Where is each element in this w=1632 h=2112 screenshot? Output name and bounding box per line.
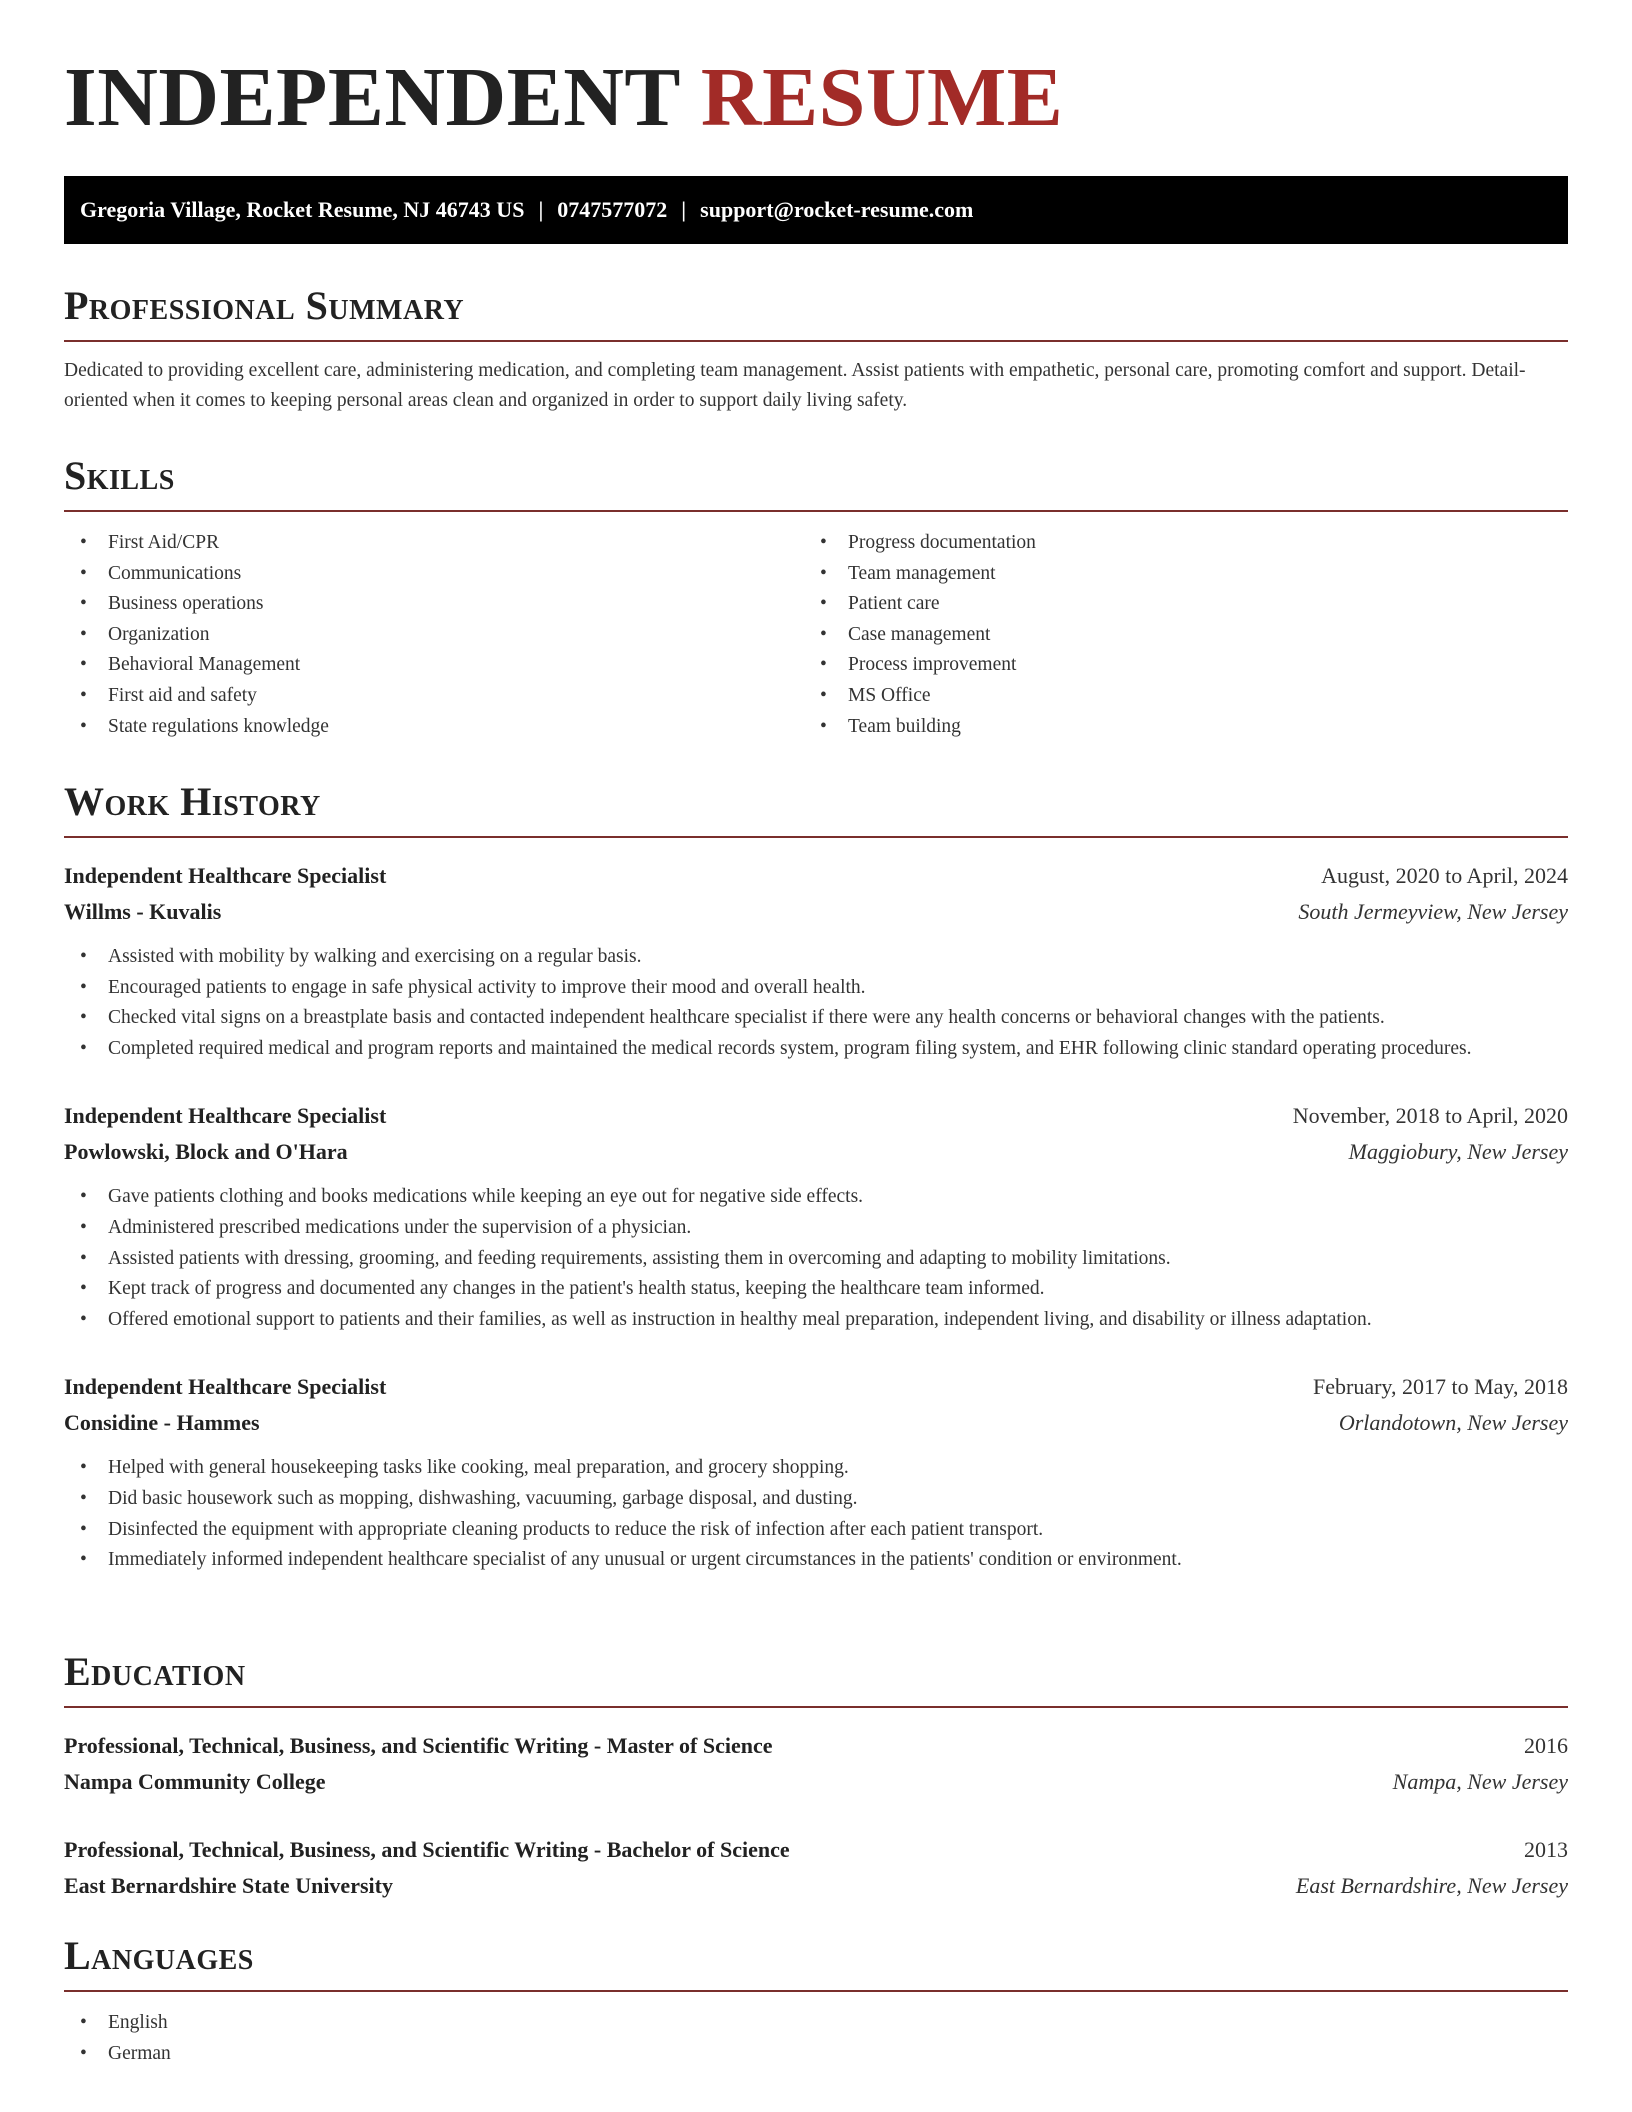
education-section bbox=[64, 1648, 1568, 1904]
job-location: Maggiobury, New Jersey bbox=[1348, 1139, 1568, 1165]
job-bullet: • Administered prescribed medications under the supervision of a physician. bbox=[64, 1213, 1568, 1244]
skills-list-left bbox=[64, 528, 804, 742]
job-bullet: • Encouraged patients to engage in safe physical activity to improve their mood and overall health. bbox=[64, 973, 1568, 1004]
contact-separator: | bbox=[681, 197, 687, 222]
skill-item: • Progress documentation bbox=[804, 528, 1544, 559]
job-dates: February, 2017 to May, 2018 bbox=[1313, 1374, 1568, 1400]
languages-section bbox=[64, 1932, 1568, 2069]
education-degree: Professional, Technical, Business, and Scientific Writing - Bachelor of Science bbox=[64, 1837, 790, 1862]
contact-address: Gregoria Village, Rocket Resume, NJ 46743 US bbox=[80, 197, 525, 222]
education-year: 2016 bbox=[1524, 1733, 1568, 1758]
skill-item: • Team building bbox=[804, 712, 1544, 743]
contact-separator: | bbox=[538, 197, 544, 222]
job-bullet: • Disinfected the equipment with appropriate cleaning products to reduce the risk of infection after each patient transport. bbox=[64, 1515, 1568, 1546]
skills-section bbox=[64, 452, 1568, 742]
languages-list bbox=[64, 2008, 1568, 2069]
job-dates: November, 2018 to April, 2020 bbox=[1292, 1103, 1568, 1129]
work-history-heading: Work History bbox=[64, 778, 1568, 838]
education-school-row bbox=[64, 1764, 1568, 1800]
job-bullets bbox=[64, 1182, 1568, 1335]
job-bullet: • Kept track of progress and documented any changes in the patient's health status, keeping the healthcare team informed. bbox=[64, 1274, 1568, 1305]
title-second-word: RESUME bbox=[700, 51, 1064, 144]
summary-heading: Professional Summary bbox=[64, 282, 1568, 342]
skill-item: • Business operations bbox=[64, 589, 804, 620]
skill-item: • First aid and safety bbox=[64, 681, 804, 712]
contact-phone: 0747577072 bbox=[557, 197, 668, 222]
job-bullet: • Completed required medical and program reports and maintained the medical records system, program filing system, and EHR following clinic standard operating procedures. bbox=[64, 1034, 1568, 1065]
skills-columns bbox=[64, 528, 1568, 742]
education-degree: Professional, Technical, Business, and Scientific Writing - Master of Science bbox=[64, 1733, 773, 1758]
languages-heading: Languages bbox=[64, 1932, 1568, 1992]
skill-item: • Behavioral Management bbox=[64, 650, 804, 681]
job-dates: August, 2020 to April, 2024 bbox=[1321, 863, 1568, 888]
skills-heading: Skills bbox=[64, 452, 1568, 512]
job-company-row bbox=[64, 1405, 1568, 1441]
job-location: Orlandotown, New Jersey bbox=[1338, 1410, 1568, 1436]
title-first-word: INDEPENDENT bbox=[64, 51, 680, 144]
education-location: East Bernardshire, New Jersey bbox=[1295, 1873, 1568, 1898]
language-item: • German bbox=[64, 2039, 1568, 2070]
job-bullet: • Assisted with mobility by walking and exercising on a regular basis. bbox=[64, 942, 1568, 973]
job-location: South Jermeyview, New Jersey bbox=[1298, 899, 1568, 924]
education-school: Nampa Community College bbox=[64, 1769, 326, 1794]
job-bullet: • Helped with general housekeeping tasks like cooking, meal preparation, and grocery shopping. bbox=[64, 1453, 1568, 1484]
skill-item: • Communications bbox=[64, 559, 804, 590]
job-bullet: • Did basic housework such as mopping, dishwashing, vacuuming, garbage disposal, and dusting. bbox=[64, 1484, 1568, 1515]
resume-title bbox=[64, 51, 1064, 144]
job-bullets bbox=[64, 942, 1568, 1064]
job-entry bbox=[64, 1369, 1568, 1575]
job-company: Willms - Kuvalis bbox=[64, 899, 222, 924]
job-bullet: • Offered emotional support to patients and their families, as well as instruction in healthy meal preparation, independent living, and disability or illness adaptation. bbox=[64, 1305, 1568, 1336]
education-entry bbox=[64, 1832, 1568, 1904]
job-bullet: • Assisted patients with dressing, grooming, and feeding requirements, assisting them in overcoming and adapting to mobility limitations. bbox=[64, 1244, 1568, 1275]
job-header-row bbox=[64, 858, 1568, 894]
job-company: Considine - Hammes bbox=[64, 1410, 260, 1436]
job-bullet: • Gave patients clothing and books medications while keeping an eye out for negative side effects. bbox=[64, 1182, 1568, 1213]
skill-item: • State regulations knowledge bbox=[64, 712, 804, 743]
job-title: Independent Healthcare Specialist bbox=[64, 1103, 387, 1129]
job-header-row bbox=[64, 1369, 1568, 1405]
language-item: • English bbox=[64, 2008, 1568, 2039]
skill-item: • MS Office bbox=[804, 681, 1544, 712]
education-degree-row bbox=[64, 1728, 1568, 1764]
job-header-row bbox=[64, 1098, 1568, 1134]
education-heading: Education bbox=[64, 1648, 1568, 1708]
job-bullet: • Immediately informed independent healthcare specialist of any unusual or urgent circumstances in the patients' condition or environment. bbox=[64, 1545, 1568, 1576]
skills-list-right bbox=[804, 528, 1544, 742]
work-history-section bbox=[64, 778, 1568, 1576]
education-school: East Bernardshire State University bbox=[64, 1873, 393, 1898]
skill-item: • Case management bbox=[804, 620, 1544, 651]
job-company: Powlowski, Block and O'Hara bbox=[64, 1139, 348, 1165]
job-title: Independent Healthcare Specialist bbox=[64, 863, 387, 888]
summary-section bbox=[64, 282, 1568, 416]
job-bullets bbox=[64, 1453, 1568, 1575]
education-location: Nampa, New Jersey bbox=[1392, 1769, 1568, 1794]
education-degree-row bbox=[64, 1832, 1568, 1868]
skill-item: • First Aid/CPR bbox=[64, 528, 804, 559]
job-entry bbox=[64, 858, 1568, 1064]
job-entry bbox=[64, 1098, 1568, 1335]
job-company-row bbox=[64, 1134, 1568, 1170]
contact-email: support@rocket-resume.com bbox=[700, 197, 974, 222]
contact-bar bbox=[64, 176, 1568, 244]
education-year: 2013 bbox=[1524, 1837, 1568, 1862]
job-company-row bbox=[64, 894, 1568, 930]
skill-item: • Team management bbox=[804, 559, 1544, 590]
summary-text: Dedicated to providing excellent care, administering medication, and completing team management. Assist patients with empathetic, personal care, promoting comfort and support. Detail-oriented when it comes to keeping personal areas clean and organized in order to support daily living safety. bbox=[64, 360, 1526, 411]
skill-item: • Patient care bbox=[804, 589, 1544, 620]
job-bullet: • Checked vital signs on a breastplate basis and contacted independent healthcare specialist if there were any health concerns or behavioral changes with the patients. bbox=[64, 1003, 1568, 1034]
education-school-row bbox=[64, 1868, 1568, 1904]
education-entry bbox=[64, 1728, 1568, 1800]
skill-item: • Process improvement bbox=[804, 650, 1544, 681]
job-title: Independent Healthcare Specialist bbox=[64, 1374, 387, 1400]
skill-item: • Organization bbox=[64, 620, 804, 651]
